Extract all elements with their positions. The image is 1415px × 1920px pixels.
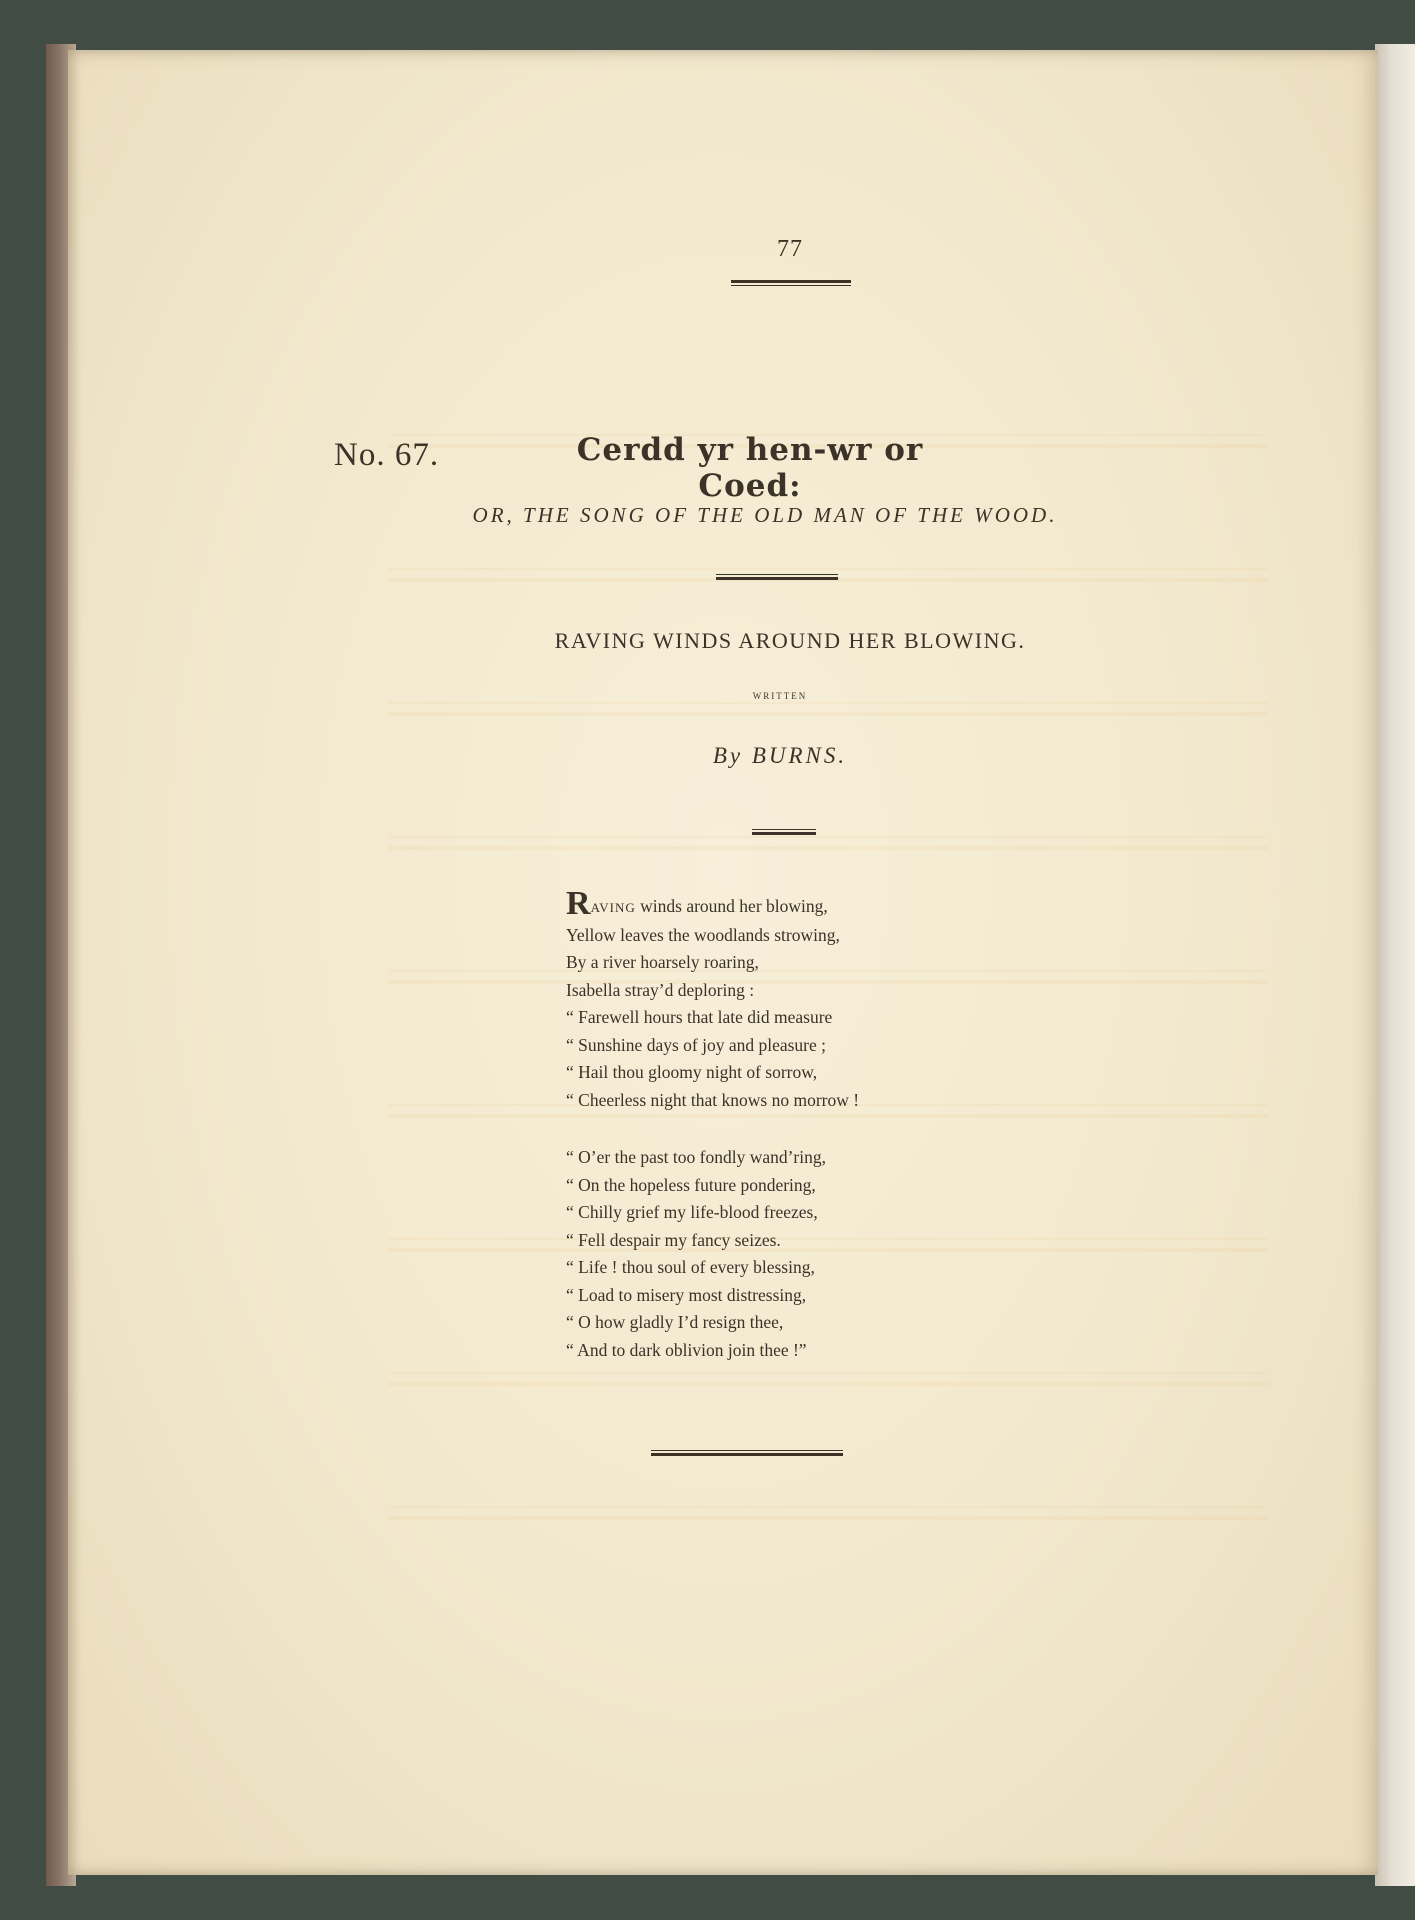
first-line-rest: winds around her blowing, [635, 896, 828, 916]
end-divider [651, 1453, 843, 1456]
poem-line: “ On the hopeless future pondering, [566, 1174, 816, 1195]
song-title: RAVING WINDS AROUND HER BLOWING. [554, 628, 1026, 653]
english-title: OR, THE SONG OF THE OLD MAN OF THE WOOD. [472, 503, 1058, 527]
poem-line: “ Chilly grief my life-blood freezes, [566, 1202, 818, 1222]
page-number-rule [731, 280, 851, 283]
author-divider-thin [752, 829, 816, 830]
page-number-rule-thin [731, 285, 851, 286]
poem-line: “ O’er the past too fondly wand’ring, [566, 1147, 826, 1167]
end-divider-thin [651, 1450, 843, 1451]
poem-line: “ And to dark oblivion join thee !” [566, 1339, 807, 1360]
poem-line: “ Cheerless night that knows no morrow ! [566, 1089, 860, 1110]
title-divider-thin [716, 574, 838, 575]
first-word-smallcaps: AVING [590, 900, 636, 915]
drop-cap: R [566, 885, 591, 922]
poem-stanza-2 [566, 1144, 826, 1364]
poem-first-line [566, 885, 859, 922]
author-line: By BURNS. [712, 743, 848, 768]
poem-line: “ Farewell hours that late did measure [566, 1007, 833, 1027]
poem-line: “ Sunshine days of joy and pleasure ; [566, 1034, 827, 1055]
next-page-edge [1375, 44, 1415, 1886]
poem-stanza-1 [566, 885, 860, 1114]
poem-line: By a river hoarsely roaring, [566, 952, 759, 972]
poem-line: “ O how gladly I’d resign thee, [566, 1312, 784, 1332]
poem-line: Yellow leaves the woodlands strowing, [566, 924, 840, 945]
poem-line: “ Load to misery most distressing, [566, 1284, 807, 1305]
welsh-title: Cerdd yr hen-wr or Coed: [576, 432, 924, 504]
poem-line: “ Hail thou gloomy night of sorrow, [566, 1062, 818, 1082]
title-divider [716, 577, 838, 580]
poem-line: Isabella stray’d deploring : [566, 979, 755, 1000]
poem-line: “ Fell despair my fancy seizes. [566, 1229, 781, 1250]
entry-number: No. 67. [334, 437, 440, 473]
page-number: 77 [777, 236, 803, 262]
poem-line: “ Life ! thou soul of every blessing, [566, 1257, 815, 1277]
author-divider [752, 832, 816, 835]
written-label: WRITTEN [752, 691, 808, 701]
